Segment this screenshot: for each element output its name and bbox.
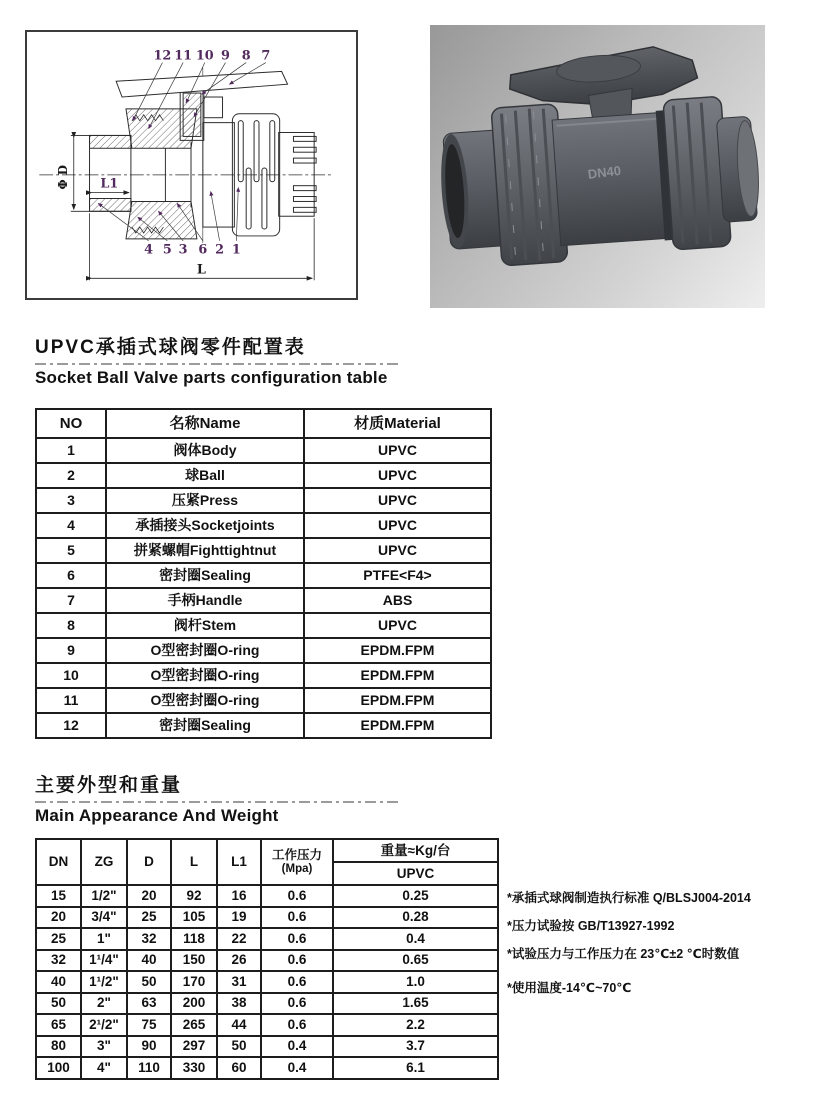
part-number-label: 12 <box>153 48 172 64</box>
table-cell: ABS <box>304 588 491 613</box>
table-row <box>36 438 491 463</box>
photo-dn-marking: DN40 <box>586 162 622 182</box>
table-cell: 7 <box>36 588 106 613</box>
table-cell: 105 <box>171 907 217 929</box>
table-row <box>36 950 498 972</box>
table-cell: UPVC <box>304 488 491 513</box>
table-cell: 200 <box>171 993 217 1015</box>
table-cell: 170 <box>171 971 217 993</box>
table-cell: 3.7 <box>333 1036 498 1058</box>
table-row <box>36 1057 498 1079</box>
col-header-l: L <box>171 839 217 885</box>
valve-cross-section-diagram <box>25 30 358 300</box>
table-cell: O型密封圈O-ring <box>106 663 304 688</box>
table-cell: 阀体Body <box>106 438 304 463</box>
table-cell: 1.65 <box>333 993 498 1015</box>
table-cell: 19 <box>217 907 261 929</box>
part-number-label: 7 <box>261 48 271 64</box>
table-cell: EPDM.FPM <box>304 663 491 688</box>
table-cell: 0.6 <box>261 1014 333 1036</box>
table-cell: EPDM.FPM <box>304 638 491 663</box>
table-cell: UPVC <box>304 538 491 563</box>
table-cell: 38 <box>217 993 261 1015</box>
table-cell: 25 <box>36 928 81 950</box>
part-number-label: 10 <box>195 48 214 64</box>
table-cell: 330 <box>171 1057 217 1079</box>
table-cell: 0.6 <box>261 950 333 972</box>
table-cell: UPVC <box>304 513 491 538</box>
table-row <box>36 513 491 538</box>
table-cell: 6 <box>36 563 106 588</box>
dim-l-label: L <box>196 262 206 278</box>
table-cell: 1.0 <box>333 971 498 993</box>
col-header-zg: ZG <box>81 839 127 885</box>
table-cell: 1" <box>81 928 127 950</box>
parts-title-en: Socket Ball Valve parts configuration table <box>35 367 388 387</box>
table-row <box>36 613 491 638</box>
table-cell: 0.6 <box>261 993 333 1015</box>
table-cell: 297 <box>171 1036 217 1058</box>
col-header-no: NO <box>36 409 106 438</box>
section-parts-heading <box>35 337 490 388</box>
table-cell: 75 <box>127 1014 171 1036</box>
table-cell: 6.1 <box>333 1057 498 1079</box>
table-cell: UPVC <box>304 463 491 488</box>
table-cell: 3/4" <box>81 907 127 929</box>
table-cell: 10 <box>36 663 106 688</box>
table-cell: 4 <box>36 513 106 538</box>
table-row <box>36 907 498 929</box>
table-cell: 63 <box>127 993 171 1015</box>
pressure-label: 工作压力 <box>271 848 322 863</box>
table-cell: 40 <box>127 950 171 972</box>
table-cell: 0.4 <box>333 928 498 950</box>
size-title-en: Main Appearance And Weight <box>35 805 279 825</box>
table-cell: 100 <box>36 1057 81 1079</box>
table-row <box>36 538 491 563</box>
table-cell: 承插接头Socketjoints <box>106 513 304 538</box>
dash-divider <box>35 801 400 803</box>
note-line: *使用温度-14℃~70℃ <box>507 981 632 995</box>
table-row <box>36 588 491 613</box>
table-cell: 90 <box>127 1036 171 1058</box>
table-cell: 球Ball <box>106 463 304 488</box>
table-cell: 1¹/4" <box>81 950 127 972</box>
table-cell: 2 <box>36 463 106 488</box>
size-weight-table <box>35 838 499 1080</box>
part-number-labels-bottom <box>144 243 241 258</box>
col-header-pressure <box>261 839 333 885</box>
table-cell: 25 <box>127 907 171 929</box>
table-cell: 265 <box>171 1014 217 1036</box>
table-cell: 9 <box>36 638 106 663</box>
table-cell: 0.6 <box>261 928 333 950</box>
part-number-label: 4 <box>144 242 154 258</box>
parts-configuration-table <box>35 408 492 739</box>
table-cell: 44 <box>217 1014 261 1036</box>
table-row <box>36 688 491 713</box>
table-cell: 1 <box>36 438 106 463</box>
valve-photo-illustration <box>433 40 764 270</box>
table-cell: 0.65 <box>333 950 498 972</box>
table-cell: UPVC <box>304 613 491 638</box>
table-cell: 11 <box>36 688 106 713</box>
col-header-weight: 重量≈Kg/台 <box>333 839 498 862</box>
table-row <box>36 1014 498 1036</box>
table-cell: 60 <box>217 1057 261 1079</box>
dash-divider <box>35 363 400 365</box>
valve-product-photo <box>430 25 765 308</box>
table-cell: EPDM.FPM <box>304 688 491 713</box>
table-cell: 8 <box>36 613 106 638</box>
part-number-label: 5 <box>162 242 172 258</box>
table-row <box>36 563 491 588</box>
table-cell: 4" <box>81 1057 127 1079</box>
table-cell: 密封圈Sealing <box>106 563 304 588</box>
table-cell: 1¹/2" <box>81 971 127 993</box>
table-row <box>36 885 498 907</box>
table-cell: 50 <box>127 971 171 993</box>
table-cell: 阀杆Stem <box>106 613 304 638</box>
table-cell: 0.4 <box>261 1057 333 1079</box>
table-cell: 2.2 <box>333 1014 498 1036</box>
table-cell: 92 <box>171 885 217 907</box>
table-cell: 0.25 <box>333 885 498 907</box>
table-cell: 2" <box>81 993 127 1015</box>
col-header-name: 名称Name <box>106 409 304 438</box>
table-row <box>36 663 491 688</box>
col-header-d: D <box>127 839 171 885</box>
part-number-label: 1 <box>231 242 241 258</box>
part-number-label: 9 <box>221 48 230 64</box>
table-cell: 50 <box>36 993 81 1015</box>
parts-title-zh: UPVC承插式球阀零件配置表 <box>35 337 306 358</box>
table-header-row <box>36 839 498 862</box>
part-number-labels-top <box>154 49 271 64</box>
part-number-label: 8 <box>241 48 251 64</box>
table-cell: O型密封圈O-ring <box>106 688 304 713</box>
part-number-label: 3 <box>178 242 188 258</box>
table-cell: 26 <box>217 950 261 972</box>
table-cell: 50 <box>217 1036 261 1058</box>
table-cell: 118 <box>171 928 217 950</box>
table-row <box>36 713 491 738</box>
table-row <box>36 1036 498 1058</box>
pressure-unit: (Mpa) <box>281 862 313 875</box>
table-cell: 15 <box>36 885 81 907</box>
table-row <box>36 488 491 513</box>
table-cell: 80 <box>36 1036 81 1058</box>
table-row <box>36 638 491 663</box>
table-cell: 0.6 <box>261 885 333 907</box>
table-row <box>36 928 498 950</box>
table-cell: 1/2" <box>81 885 127 907</box>
table-cell: EPDM.FPM <box>304 713 491 738</box>
table-row <box>36 463 491 488</box>
table-cell: O型密封圈O-ring <box>106 638 304 663</box>
table-cell: 0.6 <box>261 971 333 993</box>
table-cell: 20 <box>127 885 171 907</box>
section-size-heading <box>35 775 490 826</box>
part-number-label: 6 <box>198 242 208 258</box>
dim-phi-d-label: Φ D <box>55 164 70 190</box>
table-cell: 40 <box>36 971 81 993</box>
table-cell: 65 <box>36 1014 81 1036</box>
table-cell: 3" <box>81 1036 127 1058</box>
table-cell: 32 <box>127 928 171 950</box>
table-cell: 压紧Press <box>106 488 304 513</box>
table-cell: UPVC <box>304 438 491 463</box>
part-number-label: 11 <box>174 48 193 64</box>
part-number-label: 2 <box>215 242 225 258</box>
table-row <box>36 993 498 1015</box>
col-subheader-upvc: UPVC <box>333 862 498 885</box>
table-cell: 22 <box>217 928 261 950</box>
note-line: *试验压力与工作压力在 23℃±2 ℃时数值 <box>507 947 740 961</box>
table-cell: PTFE<F4> <box>304 563 491 588</box>
table-cell: 5 <box>36 538 106 563</box>
table-row <box>36 971 498 993</box>
size-title-zh: 主要外型和重量 <box>35 775 183 796</box>
table-cell: 32 <box>36 950 81 972</box>
col-header-l1: L1 <box>217 839 261 885</box>
col-header-material: 材质Material <box>304 409 491 438</box>
note-line: *压力试验按 GB/T13927-1992 <box>507 919 675 933</box>
table-cell: 拼紧螺帽Fighttightnut <box>106 538 304 563</box>
table-cell: 20 <box>36 907 81 929</box>
table-header-row <box>36 409 491 438</box>
table-cell: 0.28 <box>333 907 498 929</box>
valve-outline <box>39 67 331 242</box>
table-cell: 150 <box>171 950 217 972</box>
table-cell: 0.6 <box>261 907 333 929</box>
table-cell: 3 <box>36 488 106 513</box>
footnotes <box>507 884 832 1002</box>
table-cell: 110 <box>127 1057 171 1079</box>
note-line: *承插式球阀制造执行标准 Q/BLSJ004-2014 <box>507 891 751 905</box>
table-cell: 密封圈Sealing <box>106 713 304 738</box>
table-cell: 2¹/2" <box>81 1014 127 1036</box>
table-cell: 31 <box>217 971 261 993</box>
table-cell: 0.4 <box>261 1036 333 1058</box>
table-cell: 12 <box>36 713 106 738</box>
table-cell: 手柄Handle <box>106 588 304 613</box>
col-header-dn: DN <box>36 839 81 885</box>
dim-l1-label: L1 <box>100 176 119 192</box>
table-cell: 16 <box>217 885 261 907</box>
